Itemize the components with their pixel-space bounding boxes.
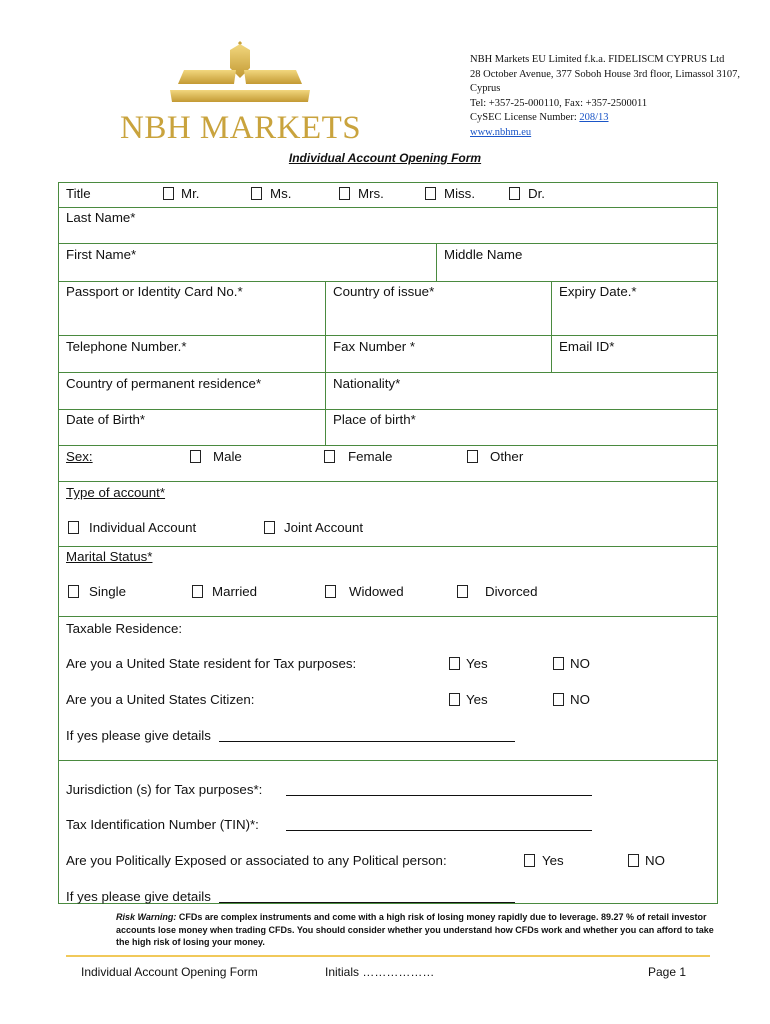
marital-single-checkbox[interactable] xyxy=(68,585,79,598)
company-line: NBH Markets EU Limited f.k.a. FIDELISCM CYPRUS Ltd xyxy=(470,54,725,65)
sex-label: Sex: xyxy=(66,449,93,464)
title-option-ms: Ms. xyxy=(270,186,292,201)
tin-input[interactable] xyxy=(286,817,592,831)
divider xyxy=(58,243,718,244)
joint-account-checkbox[interactable] xyxy=(264,521,275,534)
marital-option-widowed: Widowed xyxy=(349,584,404,599)
pep-details-label: If yes please give details xyxy=(66,889,211,904)
website-link[interactable]: www.nbhm.eu xyxy=(470,126,532,138)
logo-wordmark: NBH MARKETS xyxy=(120,110,362,146)
residence-field[interactable]: Country of permanent residence* xyxy=(66,376,262,391)
account-option-individual: Individual Account xyxy=(89,520,197,535)
telephone-field[interactable]: Telephone Number.* xyxy=(66,339,187,354)
license-label: CySEC License Number: xyxy=(470,112,580,123)
form-title: Individual Account Opening Form xyxy=(288,151,482,165)
title-ms-checkbox[interactable] xyxy=(251,187,262,200)
last-name-field[interactable]: Last Name* xyxy=(66,210,136,225)
title-option-mr: Mr. xyxy=(181,186,200,201)
sex-option-male: Male xyxy=(213,449,242,464)
divider xyxy=(58,546,718,547)
risk-warning xyxy=(116,911,716,949)
account-type-label: Type of account* xyxy=(66,485,166,500)
pep-question: Are you Politically Exposed or associated to any Political person: xyxy=(66,853,447,868)
marital-divorced-checkbox[interactable] xyxy=(457,585,468,598)
passport-field[interactable]: Passport or Identity Card No.* xyxy=(66,284,243,299)
title-label: Title xyxy=(66,186,91,201)
divider xyxy=(58,445,718,446)
marital-option-single: Single xyxy=(89,584,126,599)
divider xyxy=(58,281,718,282)
risk-warning-label: Risk Warning: xyxy=(116,912,177,922)
company-line: 28 October Avenue, 377 Soboh House 3rd floor, Limassol 3107, xyxy=(470,68,741,80)
us-resident-question: Are you a United State resident for Tax purposes: xyxy=(66,656,357,671)
company-line: Cyprus xyxy=(470,83,501,94)
title-option-mrs: Mrs. xyxy=(358,186,384,201)
sex-female-checkbox[interactable] xyxy=(324,450,335,463)
pob-field[interactable]: Place of birth* xyxy=(333,412,416,427)
yes-label: Yes xyxy=(542,853,564,868)
us-citizen-question: Are you a United States Citizen: xyxy=(66,692,255,707)
sex-other-checkbox[interactable] xyxy=(467,450,478,463)
divider xyxy=(58,481,718,482)
us-resident-no-checkbox[interactable] xyxy=(553,657,564,670)
details-label: If yes please give details xyxy=(66,728,211,743)
title-option-dr: Dr. xyxy=(528,186,545,201)
no-label: NO xyxy=(570,692,590,707)
divider xyxy=(58,616,718,617)
us-citizen-no-checkbox[interactable] xyxy=(553,693,564,706)
yes-label: Yes xyxy=(466,656,488,671)
title-dr-checkbox[interactable] xyxy=(509,187,520,200)
details-input[interactable] xyxy=(219,728,515,742)
divider xyxy=(58,207,718,208)
us-citizen-yes-checkbox[interactable] xyxy=(449,693,460,706)
expiry-date-field[interactable]: Expiry Date.* xyxy=(559,284,637,299)
title-mrs-checkbox[interactable] xyxy=(339,187,350,200)
risk-warning-text: CFDs are complex instruments and come with a high risk of losing money rapidly due to leverage. 89.27 % of retail investor accounts lose money when trading CFDs. You should consider whether you understand how CFDs work and whether you can afford to take the high risk of losing your money. xyxy=(116,912,714,947)
fax-field[interactable]: Fax Number * xyxy=(333,339,416,354)
pep-no-checkbox[interactable] xyxy=(628,854,639,867)
marital-married-checkbox[interactable] xyxy=(192,585,203,598)
sex-option-other: Other xyxy=(490,449,524,464)
tin-label: Tax Identification Number (TIN)*: xyxy=(66,817,259,832)
footer-page-number: Page 1 xyxy=(648,965,687,979)
divider xyxy=(58,372,718,373)
divider xyxy=(325,281,326,445)
marital-option-divorced: Divorced xyxy=(485,584,538,599)
yes-label: Yes xyxy=(466,692,488,707)
marital-status-label: Marital Status* xyxy=(66,549,153,564)
title-miss-checkbox[interactable] xyxy=(425,187,436,200)
email-field[interactable]: Email ID* xyxy=(559,339,615,354)
divider xyxy=(551,281,552,372)
first-name-field[interactable]: First Name* xyxy=(66,247,137,262)
company-info xyxy=(470,53,760,140)
divider xyxy=(58,409,718,410)
pep-details-input[interactable] xyxy=(219,889,515,903)
title-mr-checkbox[interactable] xyxy=(163,187,174,200)
license-line xyxy=(470,111,760,126)
sex-option-female: Female xyxy=(348,449,393,464)
title-option-miss: Miss. xyxy=(444,186,476,201)
dob-field[interactable]: Date of Birth* xyxy=(66,412,146,427)
divider xyxy=(58,760,718,761)
no-label: NO xyxy=(645,853,665,868)
marital-option-married: Married xyxy=(212,584,258,599)
license-link[interactable]: 208/13 xyxy=(579,112,609,123)
footer-form-name: Individual Account Opening Form xyxy=(81,965,258,979)
company-line: Tel: +357-25-000110, Fax: +357-2500011 xyxy=(470,97,648,109)
taxable-residence-label: Taxable Residence: xyxy=(66,621,183,636)
sex-male-checkbox[interactable] xyxy=(190,450,201,463)
no-label: NO xyxy=(570,656,590,671)
divider xyxy=(436,243,437,281)
jurisdiction-label: Jurisdiction (s) for Tax purposes*: xyxy=(66,782,263,797)
divider xyxy=(58,335,718,336)
jurisdiction-input[interactable] xyxy=(286,782,592,796)
marital-widowed-checkbox[interactable] xyxy=(325,585,336,598)
footer-initials: Initials ……………… xyxy=(325,965,435,979)
account-option-joint: Joint Account xyxy=(284,520,364,535)
us-resident-yes-checkbox[interactable] xyxy=(449,657,460,670)
nationality-field[interactable]: Nationality* xyxy=(333,376,401,391)
pep-yes-checkbox[interactable] xyxy=(524,854,535,867)
middle-name-field[interactable]: Middle Name xyxy=(444,247,523,262)
country-issue-field[interactable]: Country of issue* xyxy=(333,284,435,299)
footer-divider xyxy=(66,955,710,957)
individual-account-checkbox[interactable] xyxy=(68,521,79,534)
